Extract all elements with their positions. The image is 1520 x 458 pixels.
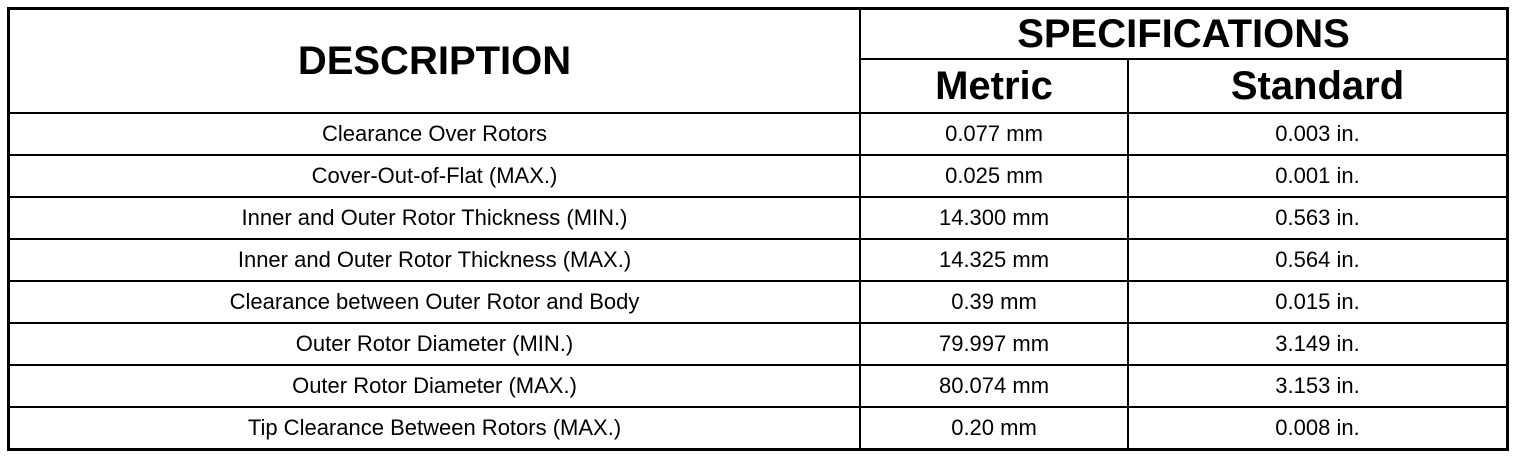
header-metric: Metric (860, 59, 1128, 113)
cell-standard: 0.001 in. (1128, 155, 1507, 197)
table-body (9, 113, 1507, 449)
table-row (9, 323, 1507, 365)
cell-metric: 0.077 mm (860, 113, 1128, 155)
cell-metric: 0.39 mm (860, 281, 1128, 323)
cell-standard: 0.015 in. (1128, 281, 1507, 323)
cell-standard: 3.149 in. (1128, 323, 1507, 365)
header-standard: Standard (1128, 59, 1507, 113)
cell-metric: 80.074 mm (860, 365, 1128, 407)
cell-metric: 14.300 mm (860, 197, 1128, 239)
cell-standard: 0.563 in. (1128, 197, 1507, 239)
table-row (9, 239, 1507, 281)
table-row (9, 365, 1507, 407)
cell-description: Inner and Outer Rotor Thickness (MAX.) (9, 239, 860, 281)
cell-standard: 0.003 in. (1128, 113, 1507, 155)
table-row (9, 281, 1507, 323)
cell-description: Cover-Out-of-Flat (MAX.) (9, 155, 860, 197)
cell-standard: 0.564 in. (1128, 239, 1507, 281)
cell-metric: 14.325 mm (860, 239, 1128, 281)
cell-standard: 3.153 in. (1128, 365, 1507, 407)
cell-metric: 0.025 mm (860, 155, 1128, 197)
cell-description: Clearance between Outer Rotor and Body (9, 281, 860, 323)
table-row (9, 197, 1507, 239)
cell-description: Tip Clearance Between Rotors (MAX.) (9, 407, 860, 449)
cell-standard: 0.008 in. (1128, 407, 1507, 449)
cell-metric: 0.20 mm (860, 407, 1128, 449)
table-row (9, 407, 1507, 449)
cell-description: Outer Rotor Diameter (MIN.) (9, 323, 860, 365)
table-row (9, 155, 1507, 197)
cell-description: Clearance Over Rotors (9, 113, 860, 155)
header-specifications: SPECIFICATIONS (860, 9, 1507, 59)
header-description: DESCRIPTION (9, 9, 860, 113)
table-header (9, 9, 1507, 113)
table-row (9, 113, 1507, 155)
specifications-table (8, 8, 1508, 450)
cell-description: Outer Rotor Diameter (MAX.) (9, 365, 860, 407)
cell-description: Inner and Outer Rotor Thickness (MIN.) (9, 197, 860, 239)
cell-metric: 79.997 mm (860, 323, 1128, 365)
